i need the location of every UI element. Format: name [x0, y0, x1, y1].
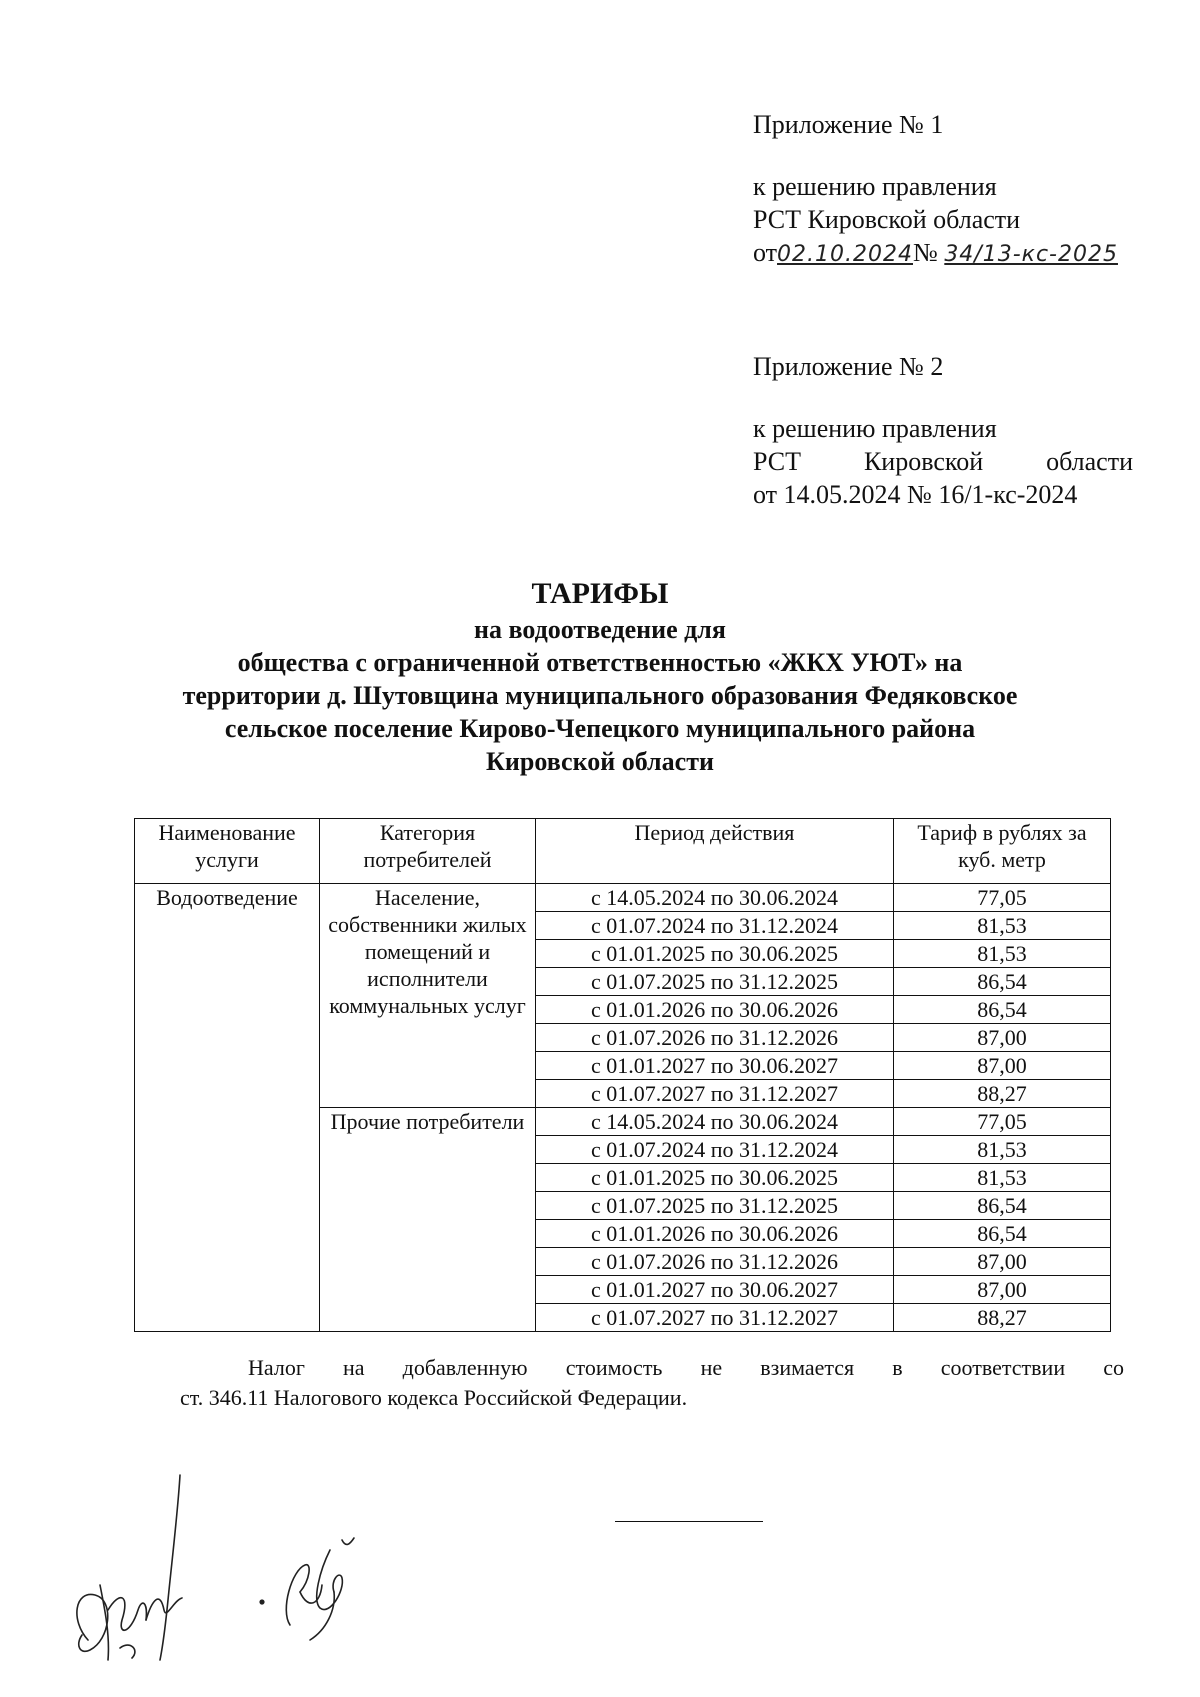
header-tariff: Тариф в рублях за куб. метр — [894, 819, 1111, 884]
period-cell: с 01.01.2027 по 30.06.2027 — [536, 1276, 894, 1304]
tariff-cell: 88,27 — [894, 1080, 1111, 1108]
period-cell: с 01.07.2026 по 31.12.2026 — [536, 1024, 894, 1052]
appendix-2-block — [753, 350, 1133, 511]
table-header-row — [135, 819, 1111, 884]
tariff-cell: 86,54 — [894, 968, 1111, 996]
period-cell: с 01.01.2026 по 30.06.2026 — [536, 996, 894, 1024]
vat-note-line-2: ст. 346.11 Налогового кодекса Российской Федерации. — [180, 1385, 688, 1410]
signature-1 — [60, 1470, 230, 1670]
tariff-cell: 86,54 — [894, 1220, 1111, 1248]
header-category: Категория потребителей — [320, 819, 536, 884]
appendix-1-block — [753, 108, 1133, 271]
tariff-cell: 87,00 — [894, 1052, 1111, 1080]
appendix-1-date-number-line — [753, 236, 1133, 271]
category-cell: Прочие потребители — [320, 1108, 536, 1332]
period-cell: с 01.07.2024 по 31.12.2024 — [536, 1136, 894, 1164]
title-line-4: сельское поселение Кирово-Чепецкого муниципального района — [224, 714, 976, 743]
signature-2 — [250, 1530, 380, 1650]
number-prefix: № — [913, 238, 938, 267]
tariff-cell: 81,53 — [894, 1136, 1111, 1164]
tariff-cell: 81,53 — [894, 940, 1111, 968]
title-line-1: на водоотведение для — [474, 615, 726, 644]
tariff-cell: 77,05 — [894, 884, 1111, 912]
vat-note-line-1: Налог на добавленную стоимость не взимается в соответствии со — [248, 1355, 1124, 1380]
appendix-1-title: Приложение № 1 — [753, 110, 944, 139]
period-cell: с 01.07.2024 по 31.12.2024 — [536, 912, 894, 940]
appendix-1-decision-line: к решению правления — [753, 172, 997, 201]
document-title-block — [150, 575, 1050, 778]
category-cell: Население, собственники жилых помещений и исполнители коммунальных услуг — [320, 884, 536, 1108]
title-line-3: территории д. Шутовщина муниципального образования Федяковское — [182, 681, 1018, 710]
appendix-2-decision-line: к решению правления — [753, 414, 997, 443]
handwritten-date: 02.10.2024 — [777, 242, 913, 267]
period-cell: с 01.07.2026 по 31.12.2026 — [536, 1248, 894, 1276]
closing-rule — [615, 1521, 763, 1522]
period-cell: с 01.07.2025 по 31.12.2025 — [536, 1192, 894, 1220]
handwritten-number: 34/13-кс-2025 — [944, 242, 1118, 267]
service-cell: Водоотведение — [135, 884, 320, 1332]
tariff-cell: 88,27 — [894, 1304, 1111, 1332]
appendix-1-authority-line: РСТ Кировской области — [753, 205, 1021, 234]
tariff-cell: 87,00 — [894, 1024, 1111, 1052]
tariff-cell: 87,00 — [894, 1276, 1111, 1304]
period-cell: с 01.01.2027 по 30.06.2027 — [536, 1052, 894, 1080]
period-cell: с 01.01.2025 по 30.06.2025 — [536, 1164, 894, 1192]
header-period: Период действия — [536, 819, 894, 884]
tariff-cell: 87,00 — [894, 1248, 1111, 1276]
period-cell: с 01.07.2027 по 31.12.2027 — [536, 1080, 894, 1108]
tariff-cell: 86,54 — [894, 996, 1111, 1024]
document-title: ТАРИФЫ — [531, 577, 669, 610]
tariff-cell: 86,54 — [894, 1192, 1111, 1220]
appendix-2-title: Приложение № 2 — [753, 352, 944, 381]
tariff-cell: 77,05 — [894, 1108, 1111, 1136]
appendix-2-date-number-line: от 14.05.2024 № 16/1-кс-2024 — [753, 480, 1078, 509]
tariff-cell: 81,53 — [894, 1164, 1111, 1192]
appendix-2-authority-line: РСТ Кировской области — [753, 447, 1133, 476]
period-cell: с 14.05.2024 по 30.06.2024 — [536, 1108, 894, 1136]
period-cell: с 01.07.2025 по 31.12.2025 — [536, 968, 894, 996]
tariff-cell: 81,53 — [894, 912, 1111, 940]
from-prefix: от — [753, 238, 778, 267]
title-line-2: общества с ограниченной ответственностью «ЖКХ УЮТ» на — [237, 648, 963, 677]
table-row — [135, 884, 1111, 912]
period-cell: с 01.01.2026 по 30.06.2026 — [536, 1220, 894, 1248]
header-service: Наименование услуги — [135, 819, 320, 884]
period-cell: с 01.07.2027 по 31.12.2027 — [536, 1304, 894, 1332]
period-cell: с 14.05.2024 по 30.06.2024 — [536, 884, 894, 912]
period-cell: с 01.01.2025 по 30.06.2025 — [536, 940, 894, 968]
tariff-table — [134, 818, 1111, 1332]
vat-note — [180, 1353, 1124, 1413]
title-line-5: Кировской области — [486, 747, 714, 776]
